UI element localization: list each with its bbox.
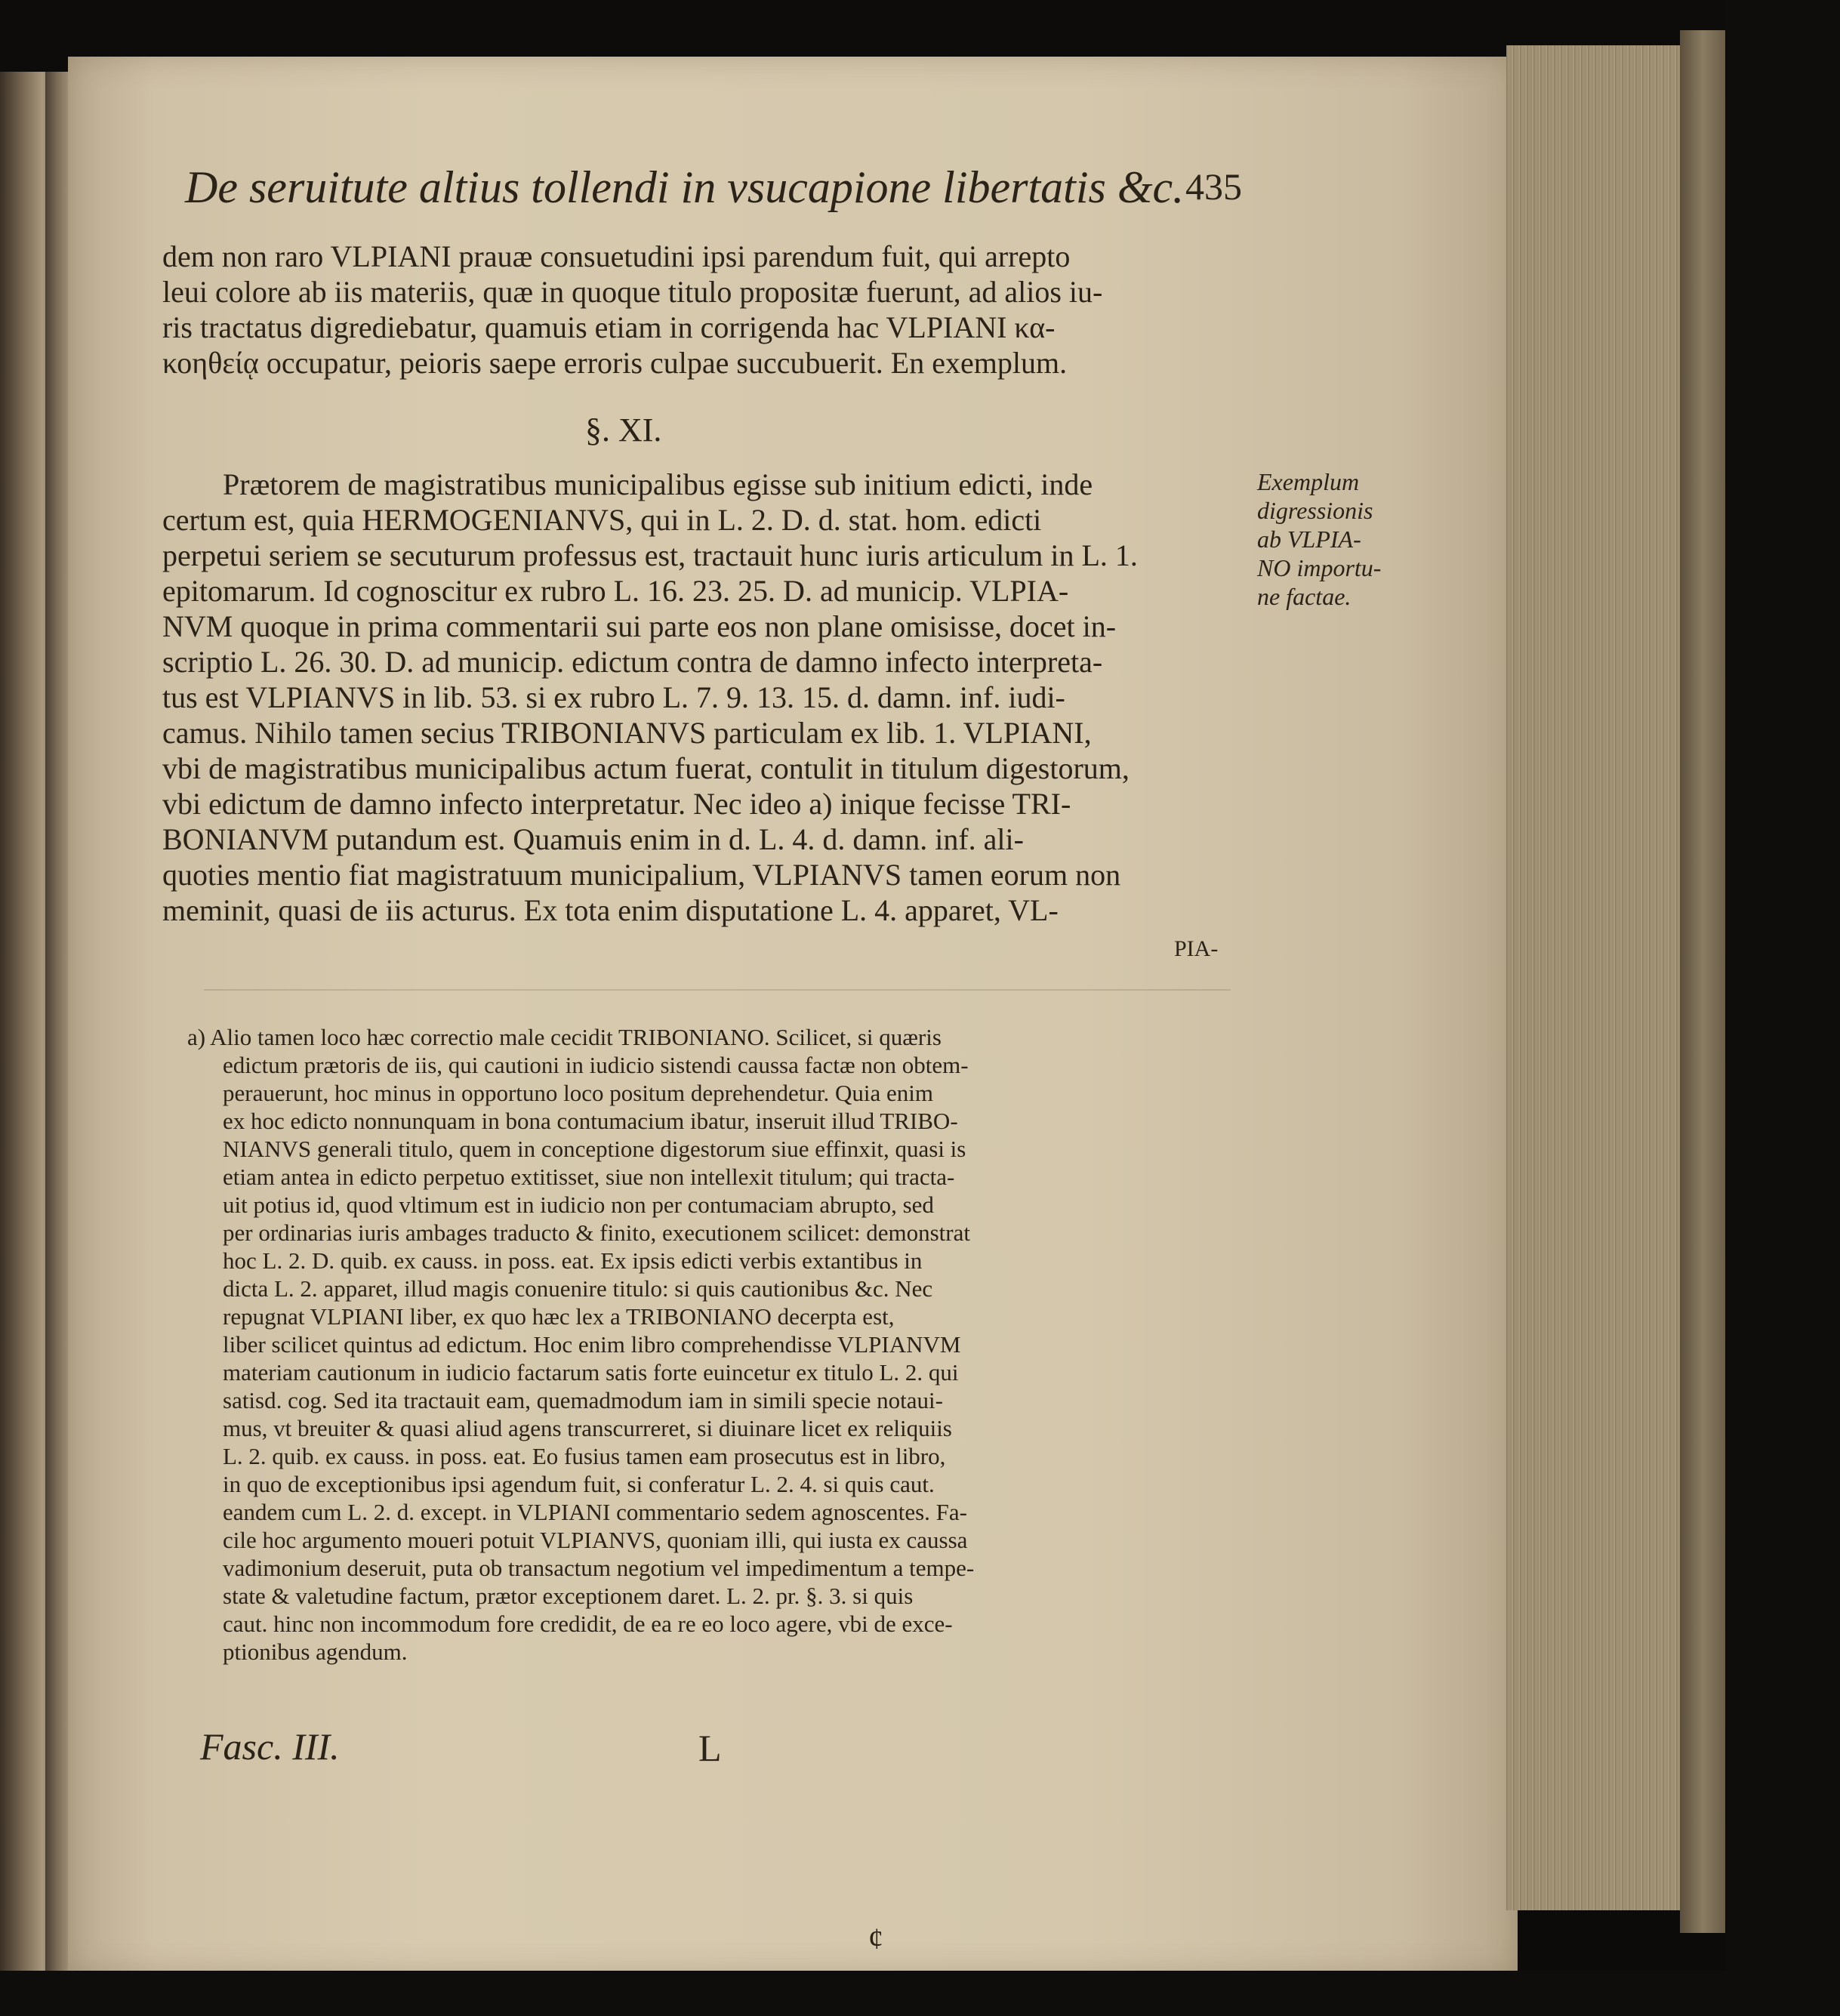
- dark-background-right: [1725, 0, 1840, 2016]
- margin-line: Exemplum: [1257, 468, 1360, 495]
- margin-line: digressionis: [1257, 497, 1373, 524]
- footnote-line: caut. hinc non incommodum fore credidit, de ea re eo loco agere, vbi de exce-: [223, 1611, 953, 1637]
- footnote-line: repugnat VLPIANI liber, ex quo hæc lex a TRIBONIANO decerpta est,: [223, 1303, 895, 1330]
- text-line: vbi de magistratibus municipalibus actum fuerat, contulit in titulum digestorum,: [162, 751, 1130, 785]
- footnote-line: uit potius id, quod vltimum est in iudicio non per contumaciam abrupto, sed: [223, 1191, 934, 1218]
- text-line: meminit, quasi de iis acturus. Ex tota enim disputatione L. 4. apparet, VL-: [162, 893, 1059, 927]
- footnote-line: hoc L. 2. D. quib. ex causs. in poss. eat. Ex ipsis edicti verbis extantibus in: [223, 1247, 923, 1274]
- footnote-line: per ordinarias iuris ambages traducto & finito, executionem scilicet: demonstrat: [223, 1219, 970, 1246]
- book-page: [68, 57, 1518, 1974]
- footnote-line: L. 2. quib. ex causs. in poss. eat. Eo fusius tamen eam prosecutus est in libro,: [223, 1443, 946, 1469]
- footnote-line: cile hoc argumento moueri potuit VLPIANVS, quoniam illi, qui iusta ex caussa: [223, 1527, 968, 1553]
- text-line: perpetui seriem se secuturum professus est, tractauit hunc iuris articulum in L. 1.: [162, 538, 1138, 572]
- footnote-line: vadimonium deseruit, puta ob transactum negotium vel impedimentum a tempe-: [223, 1555, 975, 1581]
- binding-thread-mark: ¢: [868, 1922, 883, 1956]
- footnote-line: edictum prætoris de iis, qui cautioni in iudicio sistendi caussa factæ non obtem-: [223, 1052, 969, 1078]
- text-line: BONIANVM putandum est. Quamuis enim in d. L. 4. d. damn. inf. ali-: [162, 822, 1024, 856]
- page-number: 435: [1185, 165, 1242, 208]
- text-line: camus. Nihilo tamen secius TRIBONIANVS particulam ex lib. 1. VLPIANI,: [162, 716, 1092, 750]
- margin-line: ne factae.: [1257, 583, 1351, 610]
- running-title: De seruitute altius tollendi in vsucapione libertatis &c.: [185, 162, 1185, 212]
- footnote-line: in quo de exceptionibus ipsi agendum fuit, si conferatur L. 2. 4. si quis caut.: [223, 1471, 935, 1497]
- page-block-edges: [1506, 45, 1684, 1910]
- footnote-line: materiam cautionum in iudicio factarum satis forte euincetur ex titulo L. 2. qui: [223, 1359, 959, 1386]
- margin-line: NO importu-: [1257, 554, 1382, 581]
- text-line: scriptio L. 26. 30. D. ad municip. edictum contra de damno infecto interpreta-: [162, 645, 1103, 679]
- text-line: dem non raro VLPIANI prauæ consuetudini ipsi parendum fuit, qui arrepto: [162, 239, 1071, 273]
- text-line: Prætorem de magistratibus municipalibus egisse sub initium edicti, inde: [223, 467, 1093, 501]
- footnote-line: ptionibus agendum.: [223, 1638, 408, 1665]
- text-line: tus est VLPIANVS in lib. 53. si ex rubro L. 7. 9. 13. 15. d. damn. inf. iudi-: [162, 680, 1065, 714]
- fascicle-footer: Fasc. III.: [200, 1725, 340, 1768]
- book-cover-edge: [1680, 30, 1725, 1933]
- section-heading: §. XI.: [585, 412, 662, 449]
- footnote-line: state & valetudine factum, prætor exceptionem daret. L. 2. pr. §. 3. si quis: [223, 1583, 914, 1609]
- footnote-line: dicta L. 2. apparet, illud magis conuenire titulo: si quis cautionibus &c. Nec: [223, 1275, 933, 1302]
- footnote-line: NIANVS generali titulo, quem in conceptione digestorum siue effinxit, quasi is: [223, 1136, 966, 1162]
- text-line: NVM quoque in prima commentarii sui parte eos non plane omisisse, docet in-: [162, 609, 1117, 643]
- dark-background-bottom: [0, 1971, 1840, 2016]
- catchword: PIA-: [1174, 936, 1219, 961]
- margin-line: ab VLPIA-: [1257, 526, 1361, 553]
- signature-mark: L: [698, 1727, 722, 1769]
- footnote-line: mus, vt breuiter & quasi aliud agens transcurreret, si diuinare licet ex reliquiis: [223, 1415, 952, 1441]
- footnote-line: eandem cum L. 2. d. except. in VLPIANI commentario sedem agnoscentes. Fa-: [223, 1499, 967, 1525]
- text-line: ris tractatus digrediebatur, quamuis etiam in corrigenda hac VLPIANI κα-: [162, 310, 1056, 344]
- text-line: leui colore ab iis materiis, quæ in quoque titulo propositæ fuerunt, ad alios iu-: [162, 275, 1103, 309]
- footnote-line: liber scilicet quintus ad edictum. Hoc enim libro comprehendisse VLPIANVM: [223, 1331, 961, 1358]
- footnote-line: satisd. cog. Sed ita tractauit eam, quemadmodum iam in simili specie notaui-: [223, 1387, 943, 1413]
- text-line: vbi edictum de damno infecto interpretatur. Nec ideo a) inique fecisse TRI-: [162, 787, 1071, 821]
- text-line: κοηθείᾳ occupatur, peioris saepe erroris culpae succubuerit. En exemplum.: [162, 346, 1068, 380]
- footnote-line: a) Alio tamen loco hæc correctio male cecidit TRIBONIANO. Scilicet, si quæris: [187, 1024, 942, 1050]
- footnote-line: ex hoc edicto nonnunquam in bona contumacium ibatur, inseruit illud TRIBO-: [223, 1108, 958, 1134]
- footnote-divider: [204, 989, 1231, 991]
- text-line: certum est, quia HERMOGENIANVS, qui in L. 2. D. d. stat. hom. edicti: [162, 503, 1042, 537]
- text-line: epitomarum. Id cognoscitur ex rubro L. 16. 23. 25. D. ad municip. VLPIA-: [162, 574, 1069, 608]
- footnote-line: etiam antea in edicto perpetuo extitisset, siue non intellexit titulum; qui tracta-: [223, 1164, 955, 1190]
- footnote-line: perauerunt, hoc minus in opportuno loco positum deprehendetur. Quia enim: [223, 1080, 933, 1106]
- text-line: quoties mentio fiat magistratuum municipalium, VLPIANVS tamen eorum non: [162, 858, 1121, 892]
